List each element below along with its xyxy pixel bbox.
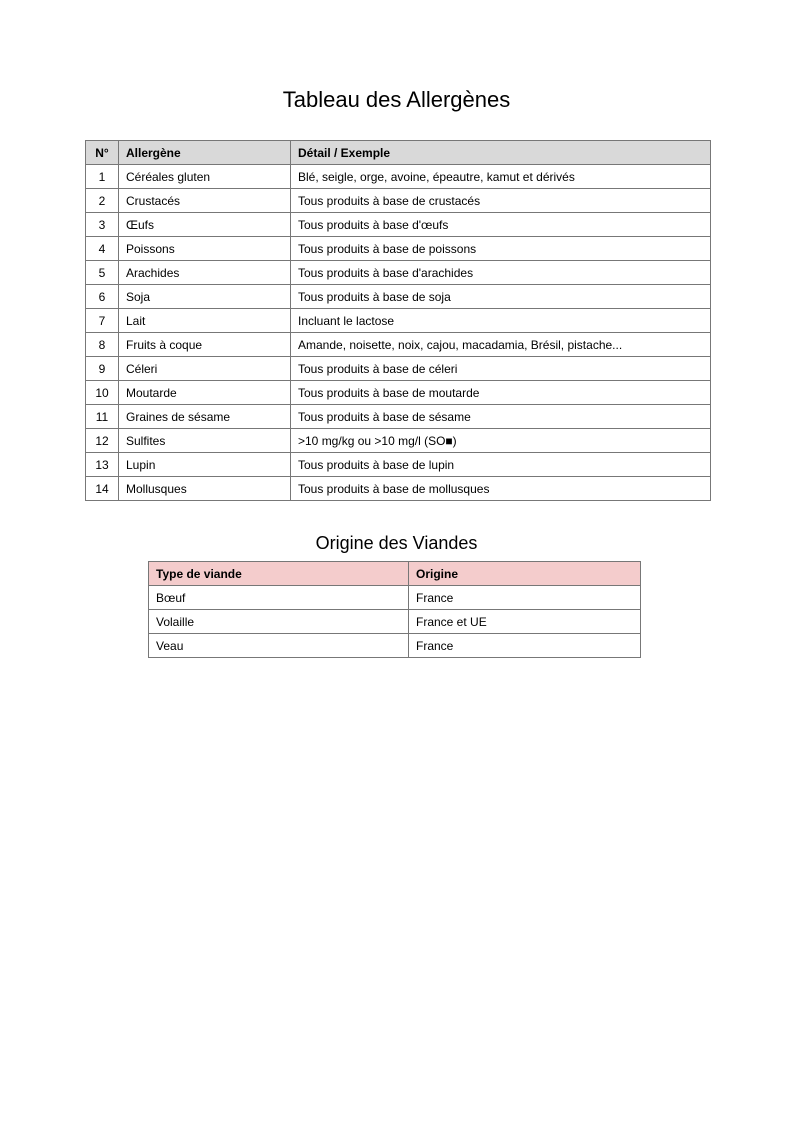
table-cell: 14 [86, 477, 119, 501]
table-row [86, 333, 711, 357]
table-row [149, 586, 641, 610]
table-row [86, 189, 711, 213]
table-row [86, 429, 711, 453]
table-cell: France et UE [409, 610, 641, 634]
table-cell: Tous produits à base d'œufs [291, 213, 711, 237]
table-row [86, 477, 711, 501]
header-row [86, 141, 711, 165]
table-cell: Lupin [119, 453, 291, 477]
table-cell: Arachides [119, 261, 291, 285]
table-cell: Céleri [119, 357, 291, 381]
table-cell: 13 [86, 453, 119, 477]
table-cell: 8 [86, 333, 119, 357]
table-row [86, 357, 711, 381]
table-cell: Tous produits à base de céleri [291, 357, 711, 381]
table-cell: 4 [86, 237, 119, 261]
table-cell: Blé, seigle, orge, avoine, épeautre, kamut et dérivés [291, 165, 711, 189]
column-header: Type de viande [149, 562, 409, 586]
table-row [86, 285, 711, 309]
table-cell: Tous produits à base de moutarde [291, 381, 711, 405]
meat-origin-table-title: Origine des Viandes [315, 533, 478, 553]
table-cell: 10 [86, 381, 119, 405]
table-row [149, 610, 641, 634]
allergens-table [85, 140, 711, 501]
table-cell: Poissons [119, 237, 291, 261]
table-cell: Tous produits à base de mollusques [291, 477, 711, 501]
table-row [86, 309, 711, 333]
table-cell: 7 [86, 309, 119, 333]
table-row [86, 405, 711, 429]
table-cell: Lait [119, 309, 291, 333]
table-cell: Tous produits à base de sésame [291, 405, 711, 429]
table-row [86, 213, 711, 237]
meat-origin-table [148, 561, 641, 658]
column-header: Origine [409, 562, 641, 586]
table-cell: Sulfites [119, 429, 291, 453]
table-cell: Fruits à coque [119, 333, 291, 357]
table-cell: Tous produits à base d'arachides [291, 261, 711, 285]
column-header: N° [86, 141, 119, 165]
table-cell: 1 [86, 165, 119, 189]
table-cell: Volaille [149, 610, 409, 634]
table-cell: 5 [86, 261, 119, 285]
table-row [86, 381, 711, 405]
table-cell: Tous produits à base de lupin [291, 453, 711, 477]
table-cell: Tous produits à base de crustacés [291, 189, 711, 213]
table-cell: Œufs [119, 213, 291, 237]
column-header: Détail / Exemple [291, 141, 711, 165]
table-cell: Céréales gluten [119, 165, 291, 189]
table-cell: 9 [86, 357, 119, 381]
table-cell: Tous produits à base de poissons [291, 237, 711, 261]
table-cell: Moutarde [119, 381, 291, 405]
table-cell: 6 [86, 285, 119, 309]
table-row [86, 237, 711, 261]
table-cell: Crustacés [119, 189, 291, 213]
header-row [149, 562, 641, 586]
table-cell: Incluant le lactose [291, 309, 711, 333]
table-cell: Soja [119, 285, 291, 309]
column-header: Allergène [119, 141, 291, 165]
table-cell: Amande, noisette, noix, cajou, macadamia, Brésil, pistache... [291, 333, 711, 357]
table-cell: 2 [86, 189, 119, 213]
table-cell: Graines de sésame [119, 405, 291, 429]
table-cell: 11 [86, 405, 119, 429]
table-cell: 12 [86, 429, 119, 453]
allergens-table-title: Tableau des Allergènes [282, 87, 511, 112]
table-row [86, 165, 711, 189]
table-cell: 3 [86, 213, 119, 237]
table-cell: Tous produits à base de soja [291, 285, 711, 309]
table-cell: Mollusques [119, 477, 291, 501]
table-cell: France [409, 634, 641, 658]
table-cell: >10 mg/kg ou >10 mg/l (SO■) [291, 429, 711, 453]
table-row [86, 261, 711, 285]
table-cell: Veau [149, 634, 409, 658]
table-cell: France [409, 586, 641, 610]
table-row [86, 453, 711, 477]
table-cell: Bœuf [149, 586, 409, 610]
table-row [149, 634, 641, 658]
